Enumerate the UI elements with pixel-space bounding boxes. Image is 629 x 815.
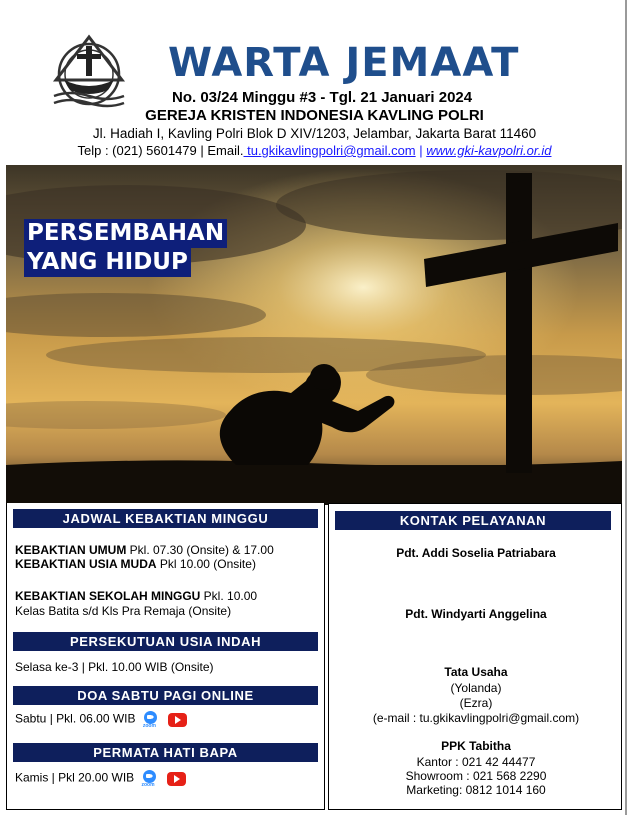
youtube-icon[interactable]: [167, 772, 186, 786]
usia-indah-detail: Selasa ke-3 | Pkl. 10.00 WIB (Onsite): [15, 660, 214, 674]
church-name: GEREJA KRISTEN INDONESIA KAVLING POLRI: [145, 107, 484, 124]
doa-sabtu-detail: Sabtu | Pkl. 06.00 WIB: [15, 711, 136, 726]
schedule-panel: [6, 503, 325, 810]
kebaktian-sekolah: [15, 589, 257, 603]
church-logo: [50, 34, 128, 110]
sermon-title-line1: PERSEMBAHAN: [24, 219, 227, 248]
kebaktian-umum: [15, 543, 274, 557]
kebaktian-sekolah-time: Pkl. 10.00: [200, 589, 258, 603]
admin-name-1: (Yolanda): [450, 681, 502, 695]
hero-image: [6, 165, 622, 505]
pastor-2: Pdt. Windyarti Anggelina: [405, 607, 547, 621]
kebaktian-umum-label: KEBAKTIAN UMUM: [15, 543, 127, 557]
kebaktian-sekolah-note: Kelas Batita s/d Kls Pra Remaja (Onsite): [15, 604, 232, 618]
admin-title: Tata Usaha: [444, 665, 508, 679]
newsletter-title: WARTA JEMAAT: [168, 40, 520, 86]
ppk-marketing: Marketing: 0812 1014 160: [406, 783, 546, 797]
schedule-heading: JADWAL KEBAKTIAN MINGGU: [13, 509, 318, 528]
issue-line: No. 03/24 Minggu #3 - Tgl. 21 Januari 2024: [172, 89, 473, 106]
permata-heading: PERMATA HATI BAPA: [13, 743, 318, 762]
permata-row: [15, 770, 186, 787]
kebaktian-sekolah-label: KEBAKTIAN SEKOLAH MINGGU: [15, 589, 201, 603]
church-address: Jl. Hadiah I, Kavling Polri Blok D XIV/1203, Jelambar, Jakarta Barat 11460: [92, 126, 537, 141]
sermon-title-line2: YANG HIDUP: [24, 248, 191, 277]
website-link[interactable]: www.gki-kavpolri.or.id: [426, 143, 552, 158]
usia-indah-heading: PERSEKUTUAN USIA INDAH: [13, 632, 318, 651]
email-link[interactable]: tu.gkikavlingpolri@gmail.com: [243, 143, 416, 158]
separator: |: [415, 143, 427, 158]
kebaktian-muda-label: KEBAKTIAN USIA MUDA: [15, 557, 157, 571]
admin-name-2: (Ezra): [459, 696, 493, 710]
sermon-title: [24, 219, 227, 277]
ppk-kantor: Kantor : 021 42 44477: [416, 755, 536, 769]
doa-sabtu-row: [15, 711, 187, 728]
doa-sabtu-heading: DOA SABTU PAGI ONLINE: [13, 686, 318, 705]
sunset-prayer-illustration: [6, 165, 622, 505]
zoom-icon[interactable]: zoom: [142, 711, 159, 728]
contact-line: [0, 143, 629, 158]
kebaktian-muda: [15, 557, 256, 571]
admin-email[interactable]: (e-mail : tu.gkikavlingpolri@gmail.com): [372, 711, 580, 725]
permata-detail: Kamis | Pkl 20.00 WIB: [15, 770, 135, 785]
contacts-heading: KONTAK PELAYANAN: [335, 511, 611, 530]
ppk-showroom: Showroom : 021 568 2290: [405, 769, 547, 783]
youtube-icon[interactable]: [168, 713, 187, 727]
kebaktian-muda-time: Pkl 10.00 (Onsite): [156, 557, 256, 571]
contacts-panel: [328, 503, 622, 810]
pastor-1: Pdt. Addi Soselia Patriabara: [396, 546, 556, 560]
zoom-icon[interactable]: zoom: [141, 770, 158, 787]
kebaktian-umum-time: Pkl. 07.30 (Onsite) & 17.00: [126, 543, 274, 557]
phone-text: Telp : (021) 5601479 | Email.: [77, 143, 244, 158]
ppk-title: PPK Tabitha: [441, 739, 511, 753]
